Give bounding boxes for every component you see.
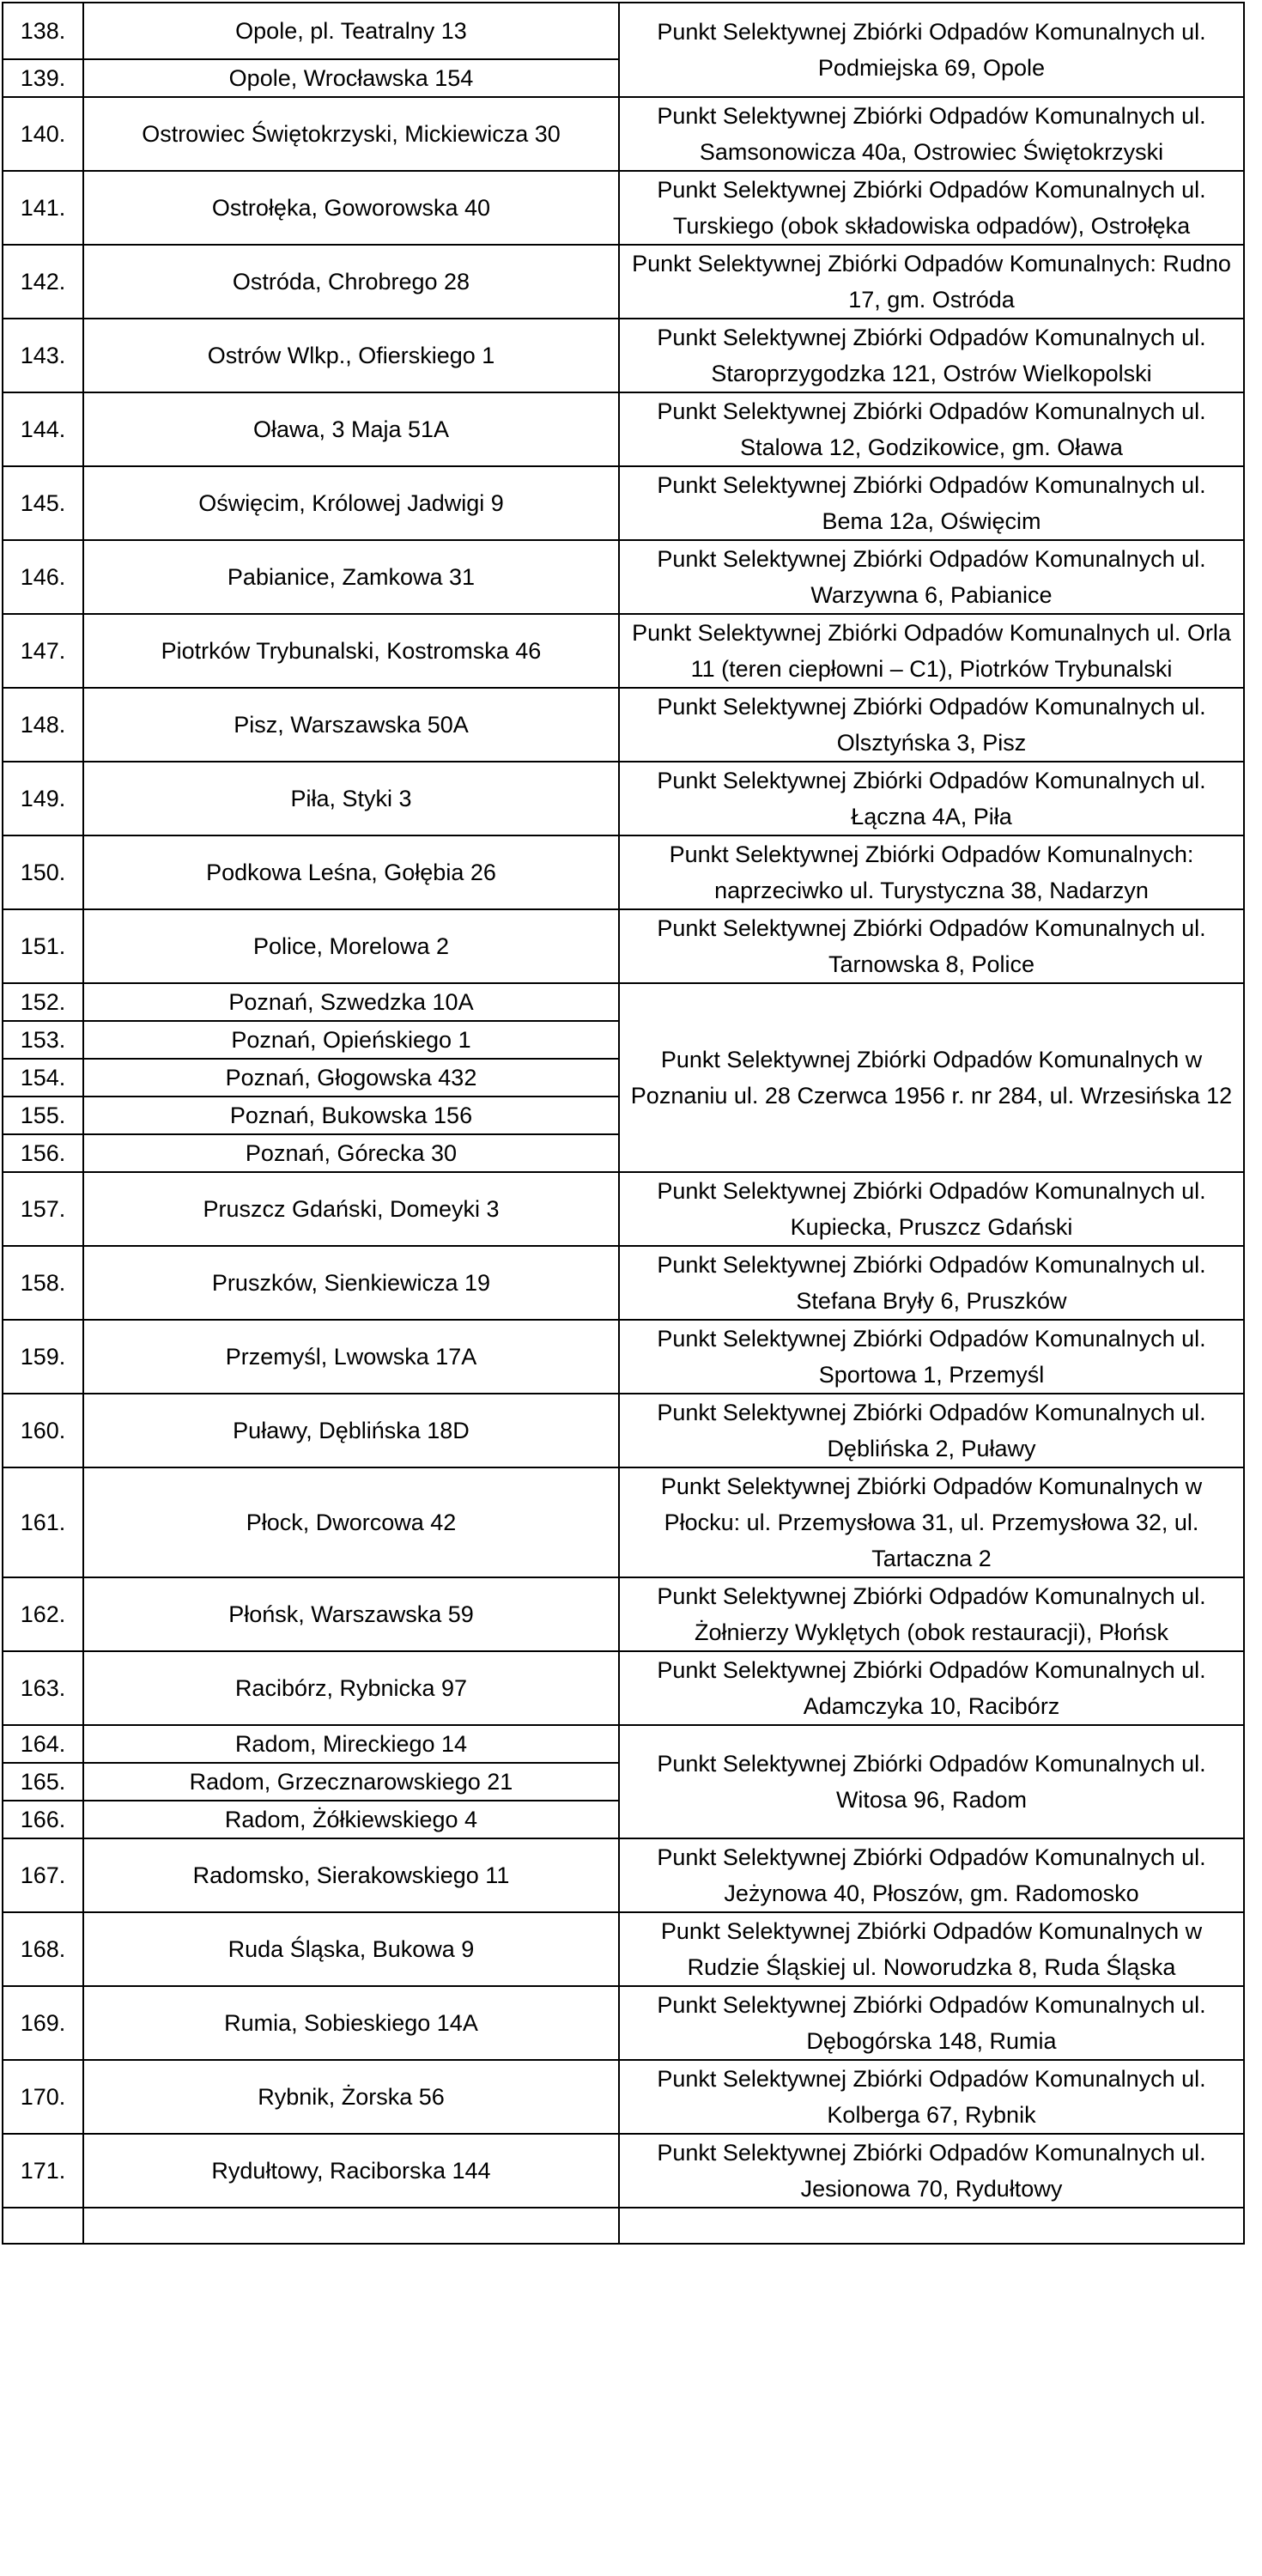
table-row (3, 835, 1244, 909)
collection-points-table (2, 2, 1245, 2245)
row-number: 143. (3, 319, 83, 392)
collection-point-address: Punkt Selektywnej Zbiórki Odpadów Komunalnych ul. Sportowa 1, Przemyśl (619, 1320, 1244, 1394)
table-row (3, 1651, 1244, 1725)
table-row (3, 1246, 1244, 1320)
collection-point-address: Punkt Selektywnej Zbiórki Odpadów Komunalnych ul. Orla 11 (teren ciepłowni – C1), Piotrków Trybunalski (619, 614, 1244, 688)
location-address: Poznań, Bukowska 156 (83, 1097, 619, 1134)
table-row (3, 319, 1244, 392)
location-address: Opole, pl. Teatralny 13 (83, 3, 619, 59)
table-body (3, 3, 1244, 2244)
table-row (3, 466, 1244, 540)
row-number: 139. (3, 59, 83, 97)
row-number: 142. (3, 245, 83, 319)
location-address: Oświęcim, Królowej Jadwigi 9 (83, 466, 619, 540)
table-row (3, 983, 1244, 1021)
table-row (3, 540, 1244, 614)
row-number: 150. (3, 835, 83, 909)
row-number: 161. (3, 1467, 83, 1577)
row-number: 146. (3, 540, 83, 614)
location-address: Piotrków Trybunalski, Kostromska 46 (83, 614, 619, 688)
location-address: Pabianice, Zamkowa 31 (83, 540, 619, 614)
location-address: Pruszków, Sienkiewicza 19 (83, 1246, 619, 1320)
table-row (3, 245, 1244, 319)
collection-point-address: Punkt Selektywnej Zbiórki Odpadów Komunalnych ul. Dębogórska 148, Rumia (619, 1986, 1244, 2060)
row-number: 167. (3, 1838, 83, 1912)
row-number: 160. (3, 1394, 83, 1467)
location-address: Piła, Styki 3 (83, 762, 619, 835)
row-number: 164. (3, 1725, 83, 1763)
table-row (3, 1394, 1244, 1467)
table-row (3, 1912, 1244, 1986)
collection-point-address: Punkt Selektywnej Zbiórki Odpadów Komunalnych ul. Stefana Bryły 6, Pruszków (619, 1246, 1244, 1320)
collection-point-address: Punkt Selektywnej Zbiórki Odpadów Komunalnych ul. Jesionowa 70, Rydułtowy (619, 2134, 1244, 2208)
collection-point-address (619, 2208, 1244, 2244)
location-address: Ostrów Wlkp., Ofierskiego 1 (83, 319, 619, 392)
row-number: 166. (3, 1801, 83, 1838)
table-row (3, 97, 1244, 171)
location-address: Radomsko, Sierakowskiego 11 (83, 1838, 619, 1912)
row-number: 169. (3, 1986, 83, 2060)
row-number: 156. (3, 1134, 83, 1172)
row-number: 162. (3, 1577, 83, 1651)
location-address: Pruszcz Gdański, Domeyki 3 (83, 1172, 619, 1246)
row-number: 153. (3, 1021, 83, 1059)
location-address: Ostrołęka, Goworowska 40 (83, 171, 619, 245)
collection-point-address: Punkt Selektywnej Zbiórki Odpadów Komunalnych ul. Żołnierzy Wyklętych (obok restauracji), Płońsk (619, 1577, 1244, 1651)
collection-point-address: Punkt Selektywnej Zbiórki Odpadów Komunalnych ul. Kolberga 67, Rybnik (619, 2060, 1244, 2134)
location-address: Radom, Mireckiego 14 (83, 1725, 619, 1763)
collection-point-address: Punkt Selektywnej Zbiórki Odpadów Komunalnych ul. Stalowa 12, Godzikowice, gm. Oława (619, 392, 1244, 466)
row-number: 157. (3, 1172, 83, 1246)
collection-point-address: Punkt Selektywnej Zbiórki Odpadów Komunalnych w Rudzie Śląskiej ul. Noworudzka 8, Ruda Śląska (619, 1912, 1244, 1986)
row-number: 163. (3, 1651, 83, 1725)
location-address: Podkowa Leśna, Gołębia 26 (83, 835, 619, 909)
collection-point-address: Punkt Selektywnej Zbiórki Odpadów Komunalnych w Płocku: ul. Przemysłowa 31, ul. Przemysłowa 32, ul. Tartaczna 2 (619, 1467, 1244, 1577)
row-number: 154. (3, 1059, 83, 1097)
collection-point-address: Punkt Selektywnej Zbiórki Odpadów Komunalnych ul. Dęblińska 2, Puławy (619, 1394, 1244, 1467)
collection-point-address: Punkt Selektywnej Zbiórki Odpadów Komunalnych ul. Samsonowicza 40a, Ostrowiec Świętokrzyski (619, 97, 1244, 171)
collection-point-address: Punkt Selektywnej Zbiórki Odpadów Komunalnych ul. Jeżynowa 40, Płoszów, gm. Radomosko (619, 1838, 1244, 1912)
collection-point-address: Punkt Selektywnej Zbiórki Odpadów Komunalnych: naprzeciwko ul. Turystyczna 38, Nadarzyn (619, 835, 1244, 909)
collection-point-address: Punkt Selektywnej Zbiórki Odpadów Komunalnych ul. Podmiejska 69, Opole (619, 3, 1244, 97)
table-row (3, 2208, 1244, 2244)
row-number: 147. (3, 614, 83, 688)
location-address: Poznań, Opieńskiego 1 (83, 1021, 619, 1059)
table-row (3, 614, 1244, 688)
location-address: Poznań, Głogowska 432 (83, 1059, 619, 1097)
location-address: Płońsk, Warszawska 59 (83, 1577, 619, 1651)
table-row (3, 1986, 1244, 2060)
table-row (3, 1320, 1244, 1394)
row-number: 138. (3, 3, 83, 59)
location-address: Radom, Żółkiewskiego 4 (83, 1801, 619, 1838)
collection-point-address: Punkt Selektywnej Zbiórki Odpadów Komunalnych w Poznaniu ul. 28 Czerwca 1956 r. nr 284, ul. Wrzesińska 12 (619, 983, 1244, 1172)
location-address: Poznań, Górecka 30 (83, 1134, 619, 1172)
row-number: 158. (3, 1246, 83, 1320)
table-row (3, 1725, 1244, 1763)
table-row (3, 1467, 1244, 1577)
location-address: Opole, Wrocławska 154 (83, 59, 619, 97)
row-number: 159. (3, 1320, 83, 1394)
location-address: Ostróda, Chrobrego 28 (83, 245, 619, 319)
location-address: Puławy, Dęblińska 18D (83, 1394, 619, 1467)
location-address: Ruda Śląska, Bukowa 9 (83, 1912, 619, 1986)
collection-point-address: Punkt Selektywnej Zbiórki Odpadów Komunalnych ul. Bema 12a, Oświęcim (619, 466, 1244, 540)
location-address: Pisz, Warszawska 50A (83, 688, 619, 762)
location-address: Rybnik, Żorska 56 (83, 2060, 619, 2134)
row-number: 165. (3, 1763, 83, 1801)
table-row (3, 1577, 1244, 1651)
table-row (3, 392, 1244, 466)
location-address: Rydułtowy, Raciborska 144 (83, 2134, 619, 2208)
location-address: Ostrowiec Świętokrzyski, Mickiewicza 30 (83, 97, 619, 171)
row-number: 149. (3, 762, 83, 835)
table-row (3, 2134, 1244, 2208)
table-row (3, 762, 1244, 835)
collection-point-address: Punkt Selektywnej Zbiórki Odpadów Komunalnych ul. Staroprzygodzka 121, Ostrów Wielkopolski (619, 319, 1244, 392)
row-number: 170. (3, 2060, 83, 2134)
collection-point-address: Punkt Selektywnej Zbiórki Odpadów Komunalnych ul. Kupiecka, Pruszcz Gdański (619, 1172, 1244, 1246)
table-row (3, 3, 1244, 59)
row-number: 168. (3, 1912, 83, 1986)
row-number: 155. (3, 1097, 83, 1134)
row-number (3, 2208, 83, 2244)
table-row (3, 688, 1244, 762)
collection-point-address: Punkt Selektywnej Zbiórki Odpadów Komunalnych ul. Witosa 96, Radom (619, 1725, 1244, 1838)
location-address: Oława, 3 Maja 51A (83, 392, 619, 466)
table-row (3, 1838, 1244, 1912)
table-row (3, 1172, 1244, 1246)
row-number: 148. (3, 688, 83, 762)
row-number: 141. (3, 171, 83, 245)
location-address: Racibórz, Rybnicka 97 (83, 1651, 619, 1725)
row-number: 171. (3, 2134, 83, 2208)
row-number: 145. (3, 466, 83, 540)
location-address: Radom, Grzecznarowskiego 21 (83, 1763, 619, 1801)
collection-point-address: Punkt Selektywnej Zbiórki Odpadów Komunalnych ul. Tarnowska 8, Police (619, 909, 1244, 983)
collection-point-address: Punkt Selektywnej Zbiórki Odpadów Komunalnych ul. Olsztyńska 3, Pisz (619, 688, 1244, 762)
location-address: Przemyśl, Lwowska 17A (83, 1320, 619, 1394)
row-number: 144. (3, 392, 83, 466)
row-number: 140. (3, 97, 83, 171)
location-address: Poznań, Szwedzka 10A (83, 983, 619, 1021)
location-address: Rumia, Sobieskiego 14A (83, 1986, 619, 2060)
location-address: Police, Morelowa 2 (83, 909, 619, 983)
table-row (3, 909, 1244, 983)
collection-point-address: Punkt Selektywnej Zbiórki Odpadów Komunalnych ul. Turskiego (obok składowiska odpadów), Ostrołęka (619, 171, 1244, 245)
collection-point-address: Punkt Selektywnej Zbiórki Odpadów Komunalnych ul. Łączna 4A, Piła (619, 762, 1244, 835)
collection-point-address: Punkt Selektywnej Zbiórki Odpadów Komunalnych: Rudno 17, gm. Ostróda (619, 245, 1244, 319)
table-row (3, 171, 1244, 245)
location-address (83, 2208, 619, 2244)
row-number: 151. (3, 909, 83, 983)
collection-point-address: Punkt Selektywnej Zbiórki Odpadów Komunalnych ul. Warzywna 6, Pabianice (619, 540, 1244, 614)
collection-point-address: Punkt Selektywnej Zbiórki Odpadów Komunalnych ul. Adamczyka 10, Racibórz (619, 1651, 1244, 1725)
location-address: Płock, Dworcowa 42 (83, 1467, 619, 1577)
table-row (3, 2060, 1244, 2134)
row-number: 152. (3, 983, 83, 1021)
